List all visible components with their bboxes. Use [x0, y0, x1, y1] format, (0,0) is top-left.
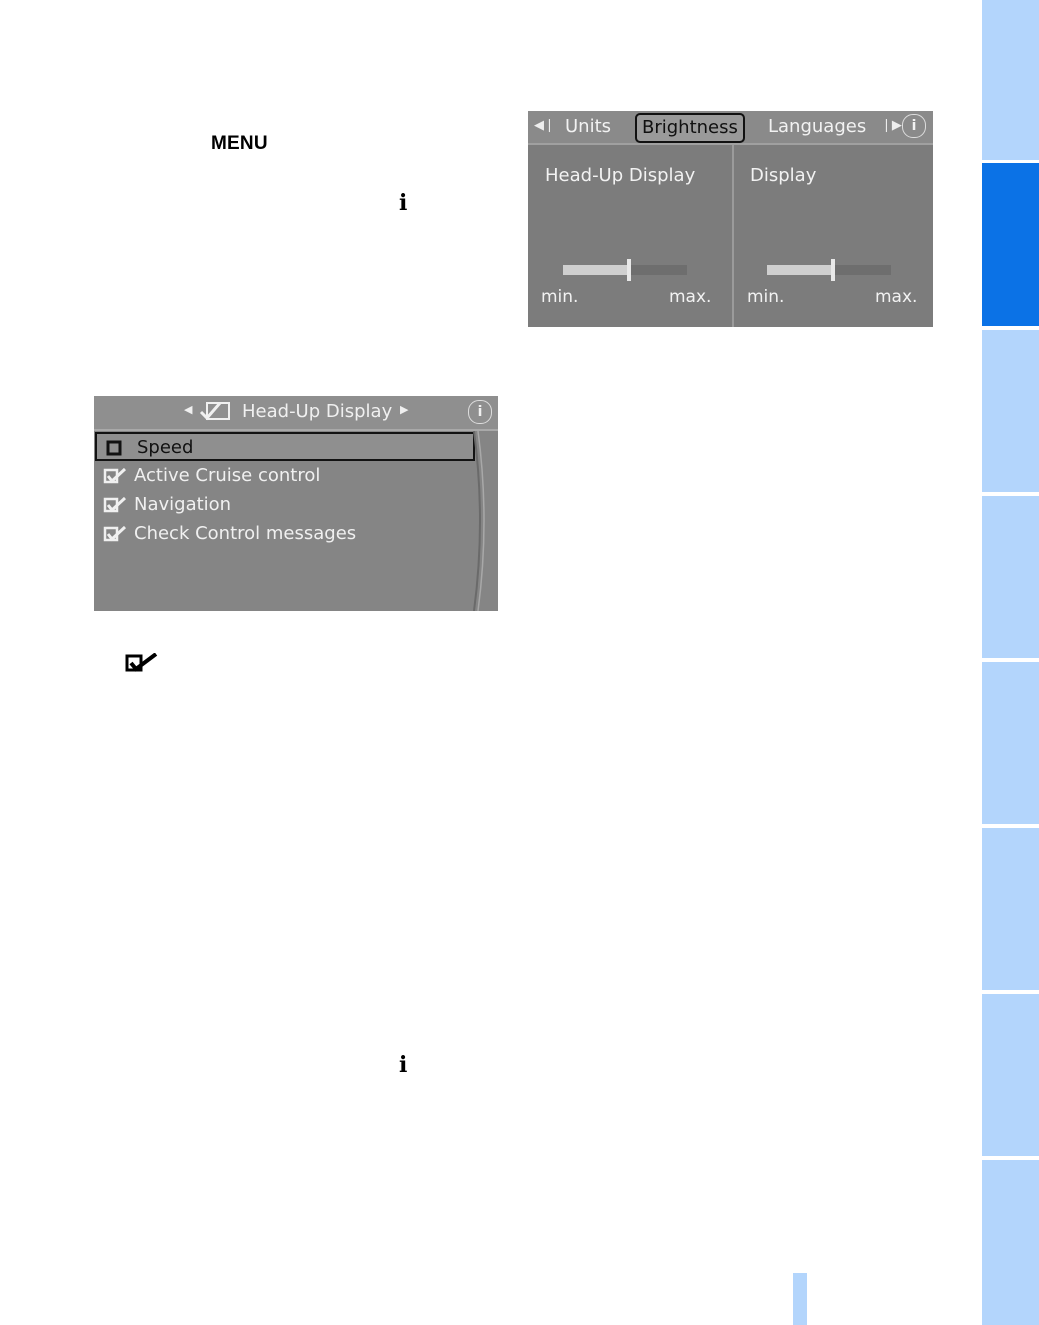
- list-item-label: Check Control messages: [134, 523, 357, 544]
- checked-box-icon: [103, 497, 127, 513]
- display-brightness-slider[interactable]: [767, 265, 891, 275]
- slider-knob[interactable]: [627, 259, 631, 281]
- list-item-speed[interactable]: [95, 432, 475, 461]
- scroll-arc: [472, 431, 498, 611]
- slider-fill: [563, 265, 629, 275]
- unchecked-box-icon: [106, 440, 130, 456]
- checklist-icon: [198, 401, 232, 421]
- chapter-tab-3[interactable]: [982, 330, 1039, 492]
- max-label: max.: [669, 287, 712, 307]
- left-arrow-icon[interactable]: ◀: [184, 403, 193, 416]
- min-label: min.: [541, 287, 579, 307]
- list-item-label: Navigation: [134, 494, 232, 515]
- info-icon[interactable]: i: [902, 114, 926, 138]
- slider-fill: [767, 265, 833, 275]
- slider-knob[interactable]: [831, 259, 835, 281]
- menu-key-label: MENU: [211, 133, 268, 154]
- max-label: max.: [875, 287, 918, 307]
- chapter-tab-1[interactable]: [982, 0, 1039, 160]
- chapter-tab-2-active[interactable]: [982, 163, 1039, 326]
- tab-languages[interactable]: Languages: [768, 116, 867, 137]
- tab-brightness[interactable]: Brightness: [635, 113, 745, 143]
- chapter-tab-5[interactable]: [982, 662, 1039, 824]
- checkmark-symbol-icon: [124, 653, 160, 673]
- tab-right-arrow-icon[interactable]: ❘▶: [881, 118, 902, 133]
- right-arrow-icon[interactable]: ▶: [400, 403, 409, 416]
- info-icon[interactable]: i: [468, 400, 492, 424]
- min-label: min.: [747, 287, 785, 307]
- brightness-screen: [528, 111, 933, 327]
- chapter-tab-4[interactable]: [982, 496, 1039, 658]
- list-item-navigation[interactable]: [94, 491, 474, 520]
- tab-bar: [528, 111, 933, 145]
- tab-left-arrow-icon[interactable]: ◀❘: [534, 118, 555, 133]
- checked-box-icon: [103, 468, 127, 484]
- chapter-tab-7[interactable]: [982, 994, 1039, 1156]
- checked-box-icon: [103, 526, 127, 542]
- list-item-check-control-messages[interactable]: [94, 520, 474, 549]
- list-item-label: Speed: [137, 437, 194, 458]
- display-brightness-label: Display: [750, 165, 817, 186]
- hud-brightness-label: Head-Up Display: [545, 165, 696, 186]
- chapter-tab-6[interactable]: [982, 828, 1039, 990]
- list-item-active-cruise-control[interactable]: [94, 462, 474, 491]
- hud-brightness-control: [528, 145, 732, 327]
- info-icon: i: [399, 1052, 408, 1078]
- list-item-label: Active Cruise control: [134, 465, 321, 486]
- chapter-tabs: [982, 0, 1039, 1325]
- display-brightness-control: [734, 145, 933, 327]
- chapter-tab-8[interactable]: [982, 1160, 1039, 1325]
- tab-units[interactable]: Units: [565, 116, 612, 137]
- hud-title: Head-Up Display: [242, 401, 393, 422]
- hud-brightness-slider[interactable]: [563, 265, 687, 275]
- info-icon: i: [399, 190, 408, 216]
- hud-settings-screen: [94, 396, 498, 611]
- hud-title-bar: [94, 396, 498, 431]
- page-marker: [793, 1273, 807, 1325]
